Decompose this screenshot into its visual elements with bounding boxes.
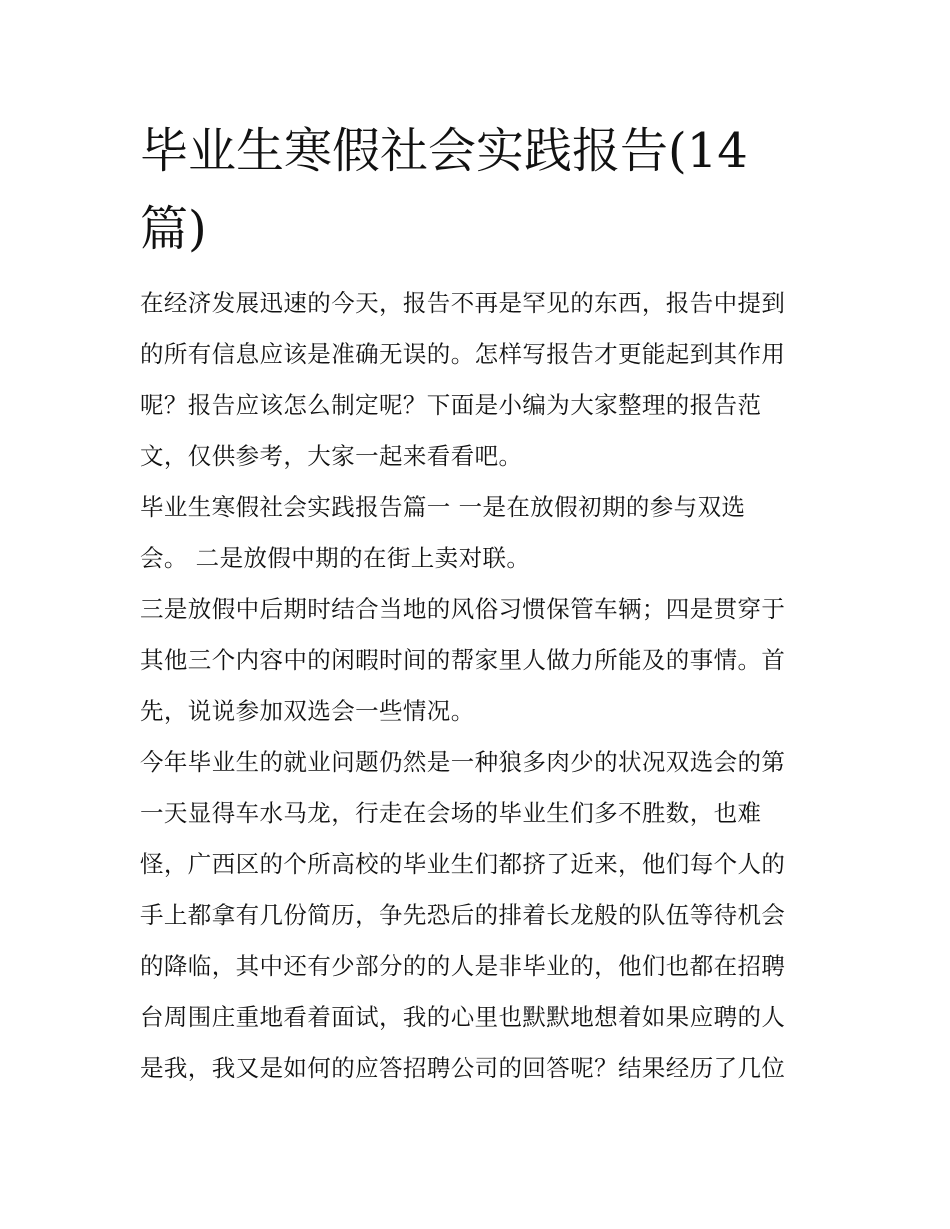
- body-line: 文，仅供参考，大家一起来看看吧。: [140, 442, 523, 470]
- body-line: 其他三个内容中的闲暇时间的帮家里人做力所能及的事情。首: [140, 646, 786, 674]
- body-line: 一天显得车水马龙，行走在会场的毕业生们多不胜数，也难: [140, 799, 762, 827]
- body-line: 先，说说参加双选会一些情况。: [140, 697, 475, 725]
- body-line: 是我，我又是如何的应答招聘公司的回答呢？结果经历了几位: [140, 1054, 786, 1082]
- body-line: 呢？报告应该怎么制定呢？下面是小编为大家整理的报告范: [140, 391, 762, 419]
- body-line: 今年毕业生的就业问题仍然是一种狼多肉少的状况双选会的第: [140, 748, 786, 776]
- document-body: [140, 280, 820, 1096]
- body-line: 怪，广西区的个所高校的毕业生们都挤了近来，他们每个人的: [140, 850, 786, 878]
- title-line-1: 毕业生寒假社会实践报告(14: [140, 123, 748, 179]
- body-line: 的降临，其中还有少部分的的人是非毕业的，他们也都在招聘: [140, 952, 786, 980]
- body-line: 三是放假中后期时结合当地的风俗习惯保管车辆；四是贯穿于: [140, 595, 786, 623]
- title-line-2: 篇): [140, 201, 207, 257]
- body-line: 毕业生寒假社会实践报告篇一 一是在放假初期的参与双选: [140, 493, 746, 521]
- body-line: 台周围庄重地看着面试，我的心里也默默地想着如果应聘的人: [140, 1003, 786, 1031]
- body-line: 的所有信息应该是准确无误的。怎样写报告才更能起到其作用: [140, 340, 786, 368]
- document-title: [140, 112, 780, 268]
- body-line: 手上都拿有几份简历，争先恐后的排着长龙般的队伍等待机会: [140, 901, 786, 929]
- body-line: 在经济发展迅速的今天，报告不再是罕见的东西，报告中提到: [140, 289, 786, 317]
- body-line: 会。 二是放假中期的在街上卖对联。: [140, 544, 531, 572]
